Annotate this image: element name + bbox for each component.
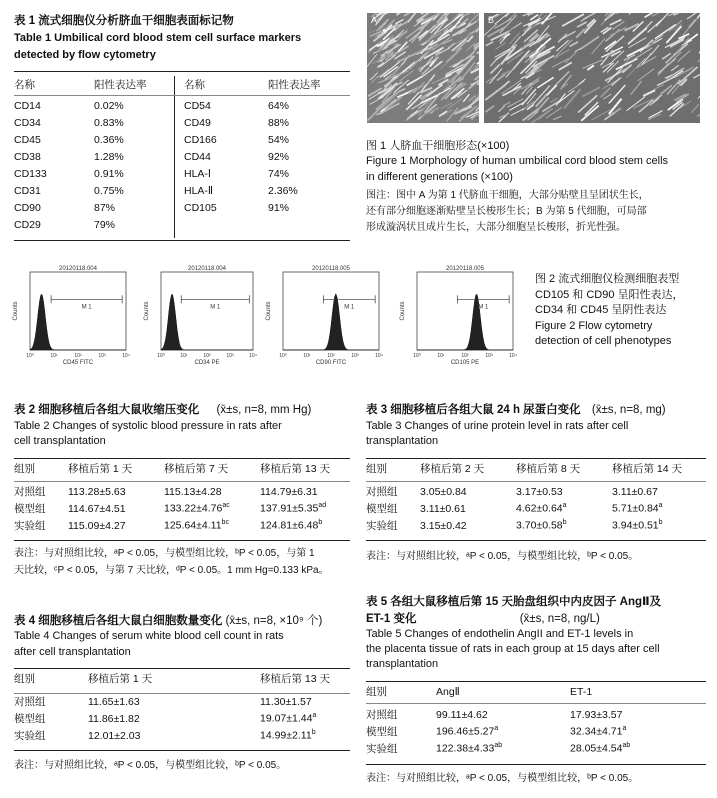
table5-title-en-3: transplantation [366,658,439,670]
table5-title-en-2: the placenta tissue of rats in each group at 15 days after cell [366,643,660,655]
table2-cell: 114.67±4.51 [68,502,126,515]
table-row [14,148,164,165]
table-row [14,500,350,517]
table5 [366,683,706,757]
table3 [366,460,702,534]
histogram-tick-label: 10⁴ [375,353,383,359]
histogram-tick-label: 10⁴ [122,353,130,359]
histogram-x-axis-label: CD90 FITC [315,360,347,366]
table4-title-cn-text: 表 4 细胞移植后各组大鼠白细胞数量变化 [14,615,223,627]
figure2-caption-cn-1: 图 2 流式细胞仪检测细胞表型 [535,273,680,285]
histogram-y-axis-label: Counts [266,301,272,321]
table1-header-name: 名称 [14,79,35,91]
table3-cell: 3.05±0.84 [420,485,467,498]
figure2-caption-en-2: detection of cell phenotypes [535,335,672,347]
table4-cell: 11.86±1.82 [88,712,140,725]
table3-title-cn-text: 表 3 细胞移植后各组大鼠 24 h 尿蛋白变化 [366,404,581,416]
flow-histogram-4 [397,262,519,370]
table5-header-row [366,683,706,700]
table3-cell: 5.71±0.84$^a$ [612,502,663,515]
table3-header-cell: 移植后第 14 天 [612,463,683,475]
table5-title-cn: 表 5 各组大鼠移植后第 15 天胎盘组织中内皮因子 AngⅡ及 [366,596,662,608]
table5-title-cn-2 [366,610,600,626]
marker-rate: 88% [268,116,290,129]
table3-header-cell: 移植后第 2 天 [420,463,485,475]
table5-cell: 实验组 [366,743,398,755]
table5-title-en-1: Table 5 Changes of endothelin AngII and ET-1 levels in [366,628,634,640]
table4-header-row [14,670,350,687]
table5-header-cell: 组别 [366,686,387,698]
table3-header-row [366,460,702,477]
marker-name: CD44 [184,150,211,163]
marker-rate: 0.36% [94,133,124,146]
table5-header-cell: ET-1 [570,685,593,698]
table-row [14,710,350,727]
gate-label: M 1 [81,304,92,311]
histogram-tick-label: 10³ [485,353,493,359]
histogram-y-axis-label: Counts [13,301,19,321]
table2-cell: 137.91±5.35$^{ad}$ [260,502,327,515]
table1-left-block [14,76,164,233]
table2-cell: 125.64±4.11$^{bc}$ [164,519,229,532]
gate-label: M 1 [344,304,355,311]
table-row [184,148,338,165]
table3-header-cell: 组别 [366,463,387,475]
table3-title-en-2: transplantation [366,435,439,447]
table2-cell: 115.09±4.27 [68,519,126,532]
table-row [14,182,164,199]
table-row [14,97,164,114]
table2-header-cell: 移植后第 7 天 [164,463,229,475]
table4-header-cell: 组别 [14,673,35,685]
table-row [14,517,350,534]
table-row [184,97,338,114]
table1-header-name: 名称 [184,79,205,91]
table2-note-2: 天比较，ᶜP < 0.05，与第 7 天比较，ᵈP < 0.05。1 mm Hg=0.133 kPa。 [14,565,329,576]
table5-title-unit: (x̄±s, n=8, ng/L) [519,613,600,625]
table-row [184,114,338,131]
figure1-photo-b [484,13,700,123]
table2-cell: 115.13±4.28 [164,485,222,498]
table3-cell: 4.62±0.64$^a$ [516,502,567,515]
table3-title-cn [366,401,666,417]
figure1-photo-a [367,13,479,123]
table-row [366,483,702,500]
table3-cell: 实验组 [366,520,398,532]
marker-rate: 79% [94,218,116,231]
table1-header-row [14,76,164,93]
table-row [366,706,706,723]
flow-histogram-1 [10,262,132,370]
table1-title-en-line1: Table 1 Umbilical cord blood stem cell surface markers [14,32,302,44]
flow-histogram-2 [141,262,259,370]
table4-cell: 14.99±2.11$^b$ [260,729,316,742]
table5-cell: 17.93±3.57 [570,708,623,721]
marker-name: CD38 [14,150,41,163]
table3-cell: 3.11±0.67 [612,485,658,498]
figure1-caption-en-2: in different generations (×100) [366,171,513,183]
table-row [14,131,164,148]
gate-label: M 1 [478,304,489,311]
histogram-tick-label: 10¹ [303,353,311,359]
table2-cell: 114.79±6.31 [260,485,318,498]
marker-name: CD166 [184,133,217,146]
table5-cell: 196.46±5.27$^a$ [436,725,499,738]
table4-title-en-1: Table 4 Changes of serum white blood cell count in rats [14,630,284,642]
table5-cell: 122.38±4.33$^{ab}$ [436,742,503,755]
figure1-note-2: 还有部分细胞逐渐贴壁呈长梭形生长；B 为第 5 代细胞，可局部 [366,206,647,217]
table3-title-unit: (x̄±s, n=8, mg) [591,404,666,416]
histogram-tick-label: 10² [327,353,335,359]
table4-cell: 对照组 [14,696,46,708]
table2-cell: 对照组 [14,486,46,498]
histogram-file-label: 20120118.005 [446,266,484,272]
table4-cell: 12.01±2.03 [88,729,141,742]
table2-title-unit: (x̄±s, n=8, mm Hg) [216,404,312,416]
marker-rate: 0.91% [94,167,124,180]
marker-name: CD45 [14,133,41,146]
table3-cell: 3.11±0.61 [420,502,466,515]
table2-cell: 124.81±6.48$^b$ [260,519,323,532]
table-row [184,182,338,199]
histogram-tick-label: 10⁰ [26,353,34,359]
table4-title-cn [14,612,322,628]
table3-cell: 对照组 [366,486,398,498]
table4-header-cell: 移植后第 13 天 [260,673,331,685]
flow-histogram-3 [263,262,385,370]
table1-header-rate: 阳性表达率 [94,79,147,91]
marker-rate: 91% [268,201,290,214]
histogram-x-axis-label: CD45 FITC [62,360,94,366]
histogram-tick-label: 10³ [98,353,106,359]
histogram-file-label: 20120118.005 [312,266,350,272]
table-row [184,199,338,216]
table3-note: 表注：与对照组比较，ᵃP < 0.05，与模型组比较，ᵇP < 0.05。 [366,551,639,562]
histogram-tick-label: 10² [461,353,469,359]
table4-title-unit: (x̄±s, n=8, ×10⁹ 个) [225,615,323,627]
marker-rate: 0.75% [94,184,124,197]
table5-cell: 99.11±4.62 [436,708,488,721]
histogram-tick-label: 10⁰ [279,353,287,359]
table3-title-en-1: Table 3 Changes of urine protein level in rats after cell [366,420,629,432]
table1-title-en-2: detected by flow cytometry [14,49,156,61]
marker-rate: 74% [268,167,290,180]
histogram-file-label: 20120118.004 [188,266,226,272]
marker-rate: 0.83% [94,116,124,129]
marker-name: HLA-Ⅰ [184,167,212,180]
table1-title-cn: 表 1 流式细胞仪分析脐血干细胞表面标记物 [14,15,234,27]
table5-cell: 模型组 [366,726,398,738]
table4-cell: 11.65±1.63 [88,695,140,708]
table5-cell: 32.34±4.71$^a$ [570,725,627,738]
histogram-tick-label: 10¹ [180,353,188,359]
table4-header-cell: 移植后第 1 天 [88,673,153,685]
gate-label: M 1 [210,304,221,311]
table1-header-rate: 阳性表达率 [268,79,321,91]
table2-header-cell: 移植后第 1 天 [68,463,133,475]
marker-rate: 87% [94,201,116,214]
marker-rate: 64% [268,99,290,112]
histogram-tick-label: 10⁴ [509,353,517,359]
table-row [14,199,164,216]
figure2-caption-cn-3: CD34 和 CD45 呈阴性表达 [535,304,667,316]
table2-header-row [14,460,350,477]
table1-title-en [14,31,301,46]
histogram-tick-label: 10³ [351,353,359,359]
marker-rate: 92% [268,150,290,163]
table-row [366,740,706,757]
table5-note: 表注：与对照组比较，ᵃP < 0.05，与模型组比较，ᵇP < 0.05。 [366,773,639,784]
table4-cell: 11.30±1.57 [260,695,312,708]
table-row [14,693,350,710]
table5-cell: 28.05±4.54$^{ab}$ [570,742,631,755]
histogram-x-axis-label: CD105 PE [450,360,480,366]
table2-note-1: 表注：与对照组比较，ᵃP < 0.05，与模型组比较，ᵇP < 0.05，与第 1 [14,548,315,559]
marker-name: CD90 [14,201,41,214]
table3-cell: 模型组 [366,503,398,515]
table2-cell: 113.28±5.63 [68,485,126,498]
marker-name: HLA-Ⅱ [184,184,214,197]
table3-header-cell: 移植后第 8 天 [516,463,581,475]
histogram-tick-label: 10¹ [50,353,58,359]
histogram-tick-label: 10² [203,353,211,359]
histogram-frame [417,272,513,350]
marker-name: CD54 [184,99,211,112]
table-row [14,216,164,233]
histogram-tick-label: 10¹ [437,353,445,359]
table2-cell: 133.22±4.76$^{ac}$ [164,502,230,515]
table4-note: 表注：与对照组比较，ᵃP < 0.05，与模型组比较，ᵇP < 0.05。 [14,760,287,771]
table1-header-row [184,76,338,93]
marker-rate: 0.02% [94,99,124,112]
table2-title-en-1: Table 2 Changes of systolic blood pressure in rats after [14,420,282,432]
table2-title-cn-text: 表 2 细胞移植后各组大鼠收缩压变化 [14,404,200,416]
table2 [14,460,350,534]
figure1-label-a: A [371,15,378,25]
table4-cell: 实验组 [14,730,46,742]
table2-header-cell: 移植后第 13 天 [260,463,331,475]
table2-title-en-2: cell transplantation [14,435,106,447]
marker-name: CD14 [14,99,41,112]
table3-cell: 3.17±0.53 [516,485,563,498]
table4-title-en-2: after cell transplantation [14,646,131,658]
histogram-tick-label: 10² [74,353,82,359]
table3-cell: 3.94±0.51$^b$ [612,519,663,532]
histogram-tick-label: 10⁰ [157,353,165,359]
figure2-caption-cn-2: CD105 和 CD90 呈阳性表达， [535,288,684,301]
histogram-tick-label: 10⁴ [249,353,257,359]
table-row [14,165,164,182]
marker-name: CD34 [14,116,41,129]
figure1-label-b: B [488,15,495,25]
table5-title-cn-2-text: ET-1 变化 [366,613,417,625]
table2-header-cell: 组别 [14,463,35,475]
table-row [184,165,338,182]
table2-cell: 模型组 [14,503,46,515]
figure2-caption-en-1: Figure 2 Flow cytometry [535,319,653,332]
marker-name: CD133 [14,167,47,180]
histogram-x-axis-label: CD34 PE [194,360,220,366]
table-row [14,114,164,131]
marker-name: CD49 [184,116,211,129]
table2-title-cn [14,401,311,417]
table-row [14,727,350,744]
histogram-y-axis-label: Counts [144,301,150,321]
figure1-note-1: 图注：图中 A 为第 1 代脐血干细胞，大部分贴壁且呈团状生长， [366,190,649,201]
marker-name: CD105 [184,201,217,214]
table4-cell: 模型组 [14,713,46,725]
table-row [366,723,706,740]
table-row [14,483,350,500]
figure2-caption [535,272,684,350]
table3-cell: 3.15±0.42 [420,519,467,532]
histogram-tick-label: 10⁰ [413,353,421,359]
table-row [366,517,702,534]
table4-cell: 19.07±1.44$^a$ [260,712,317,725]
table5-header-cell: AngⅡ [436,685,460,698]
table3-cell: 3.70±0.58$^b$ [516,519,567,532]
table4 [14,670,350,744]
figure1-caption-cn: 图 1 人脐血干细胞形态(×100) [366,140,510,152]
marker-rate: 2.36% [268,184,298,197]
marker-rate: 54% [268,133,290,146]
marker-name: CD29 [14,218,41,231]
table-row [366,500,702,517]
figure1-caption-en-1: Figure 1 Morphology of human umbilical cord blood stem cells [366,155,669,167]
table2-cell: 实验组 [14,520,46,532]
marker-rate: 1.28% [94,150,124,163]
table5-cell: 对照组 [366,709,398,721]
marker-name: CD31 [14,184,41,197]
histogram-y-axis-label: Counts [400,301,406,321]
histogram-file-label: 20120118.004 [59,266,97,272]
table1-right-block [184,76,338,216]
table-row [184,131,338,148]
histogram-tick-label: 10³ [226,353,234,359]
figure1-note-3: 形成漩涡状且成片生长，大部分细胞呈长梭形，折光性强。 [366,222,626,233]
